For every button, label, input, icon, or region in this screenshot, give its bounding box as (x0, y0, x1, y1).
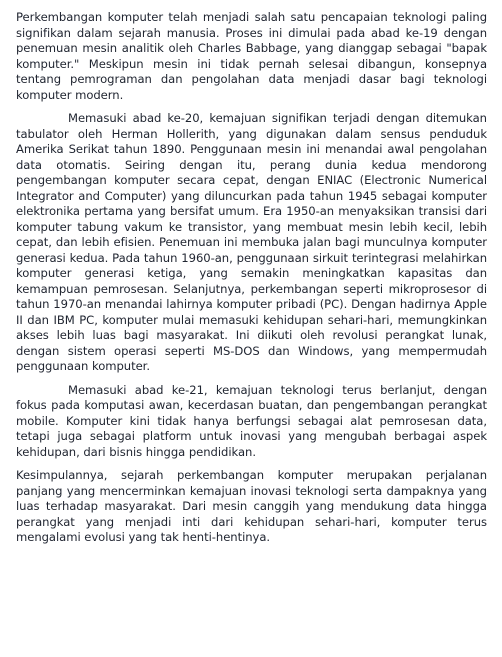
paragraph-20th-century: Memasuki abad ke-20, kemajuan signifikan terjadi dengan ditemukan tabulator oleh Herman Hollerith, yang digunakan dalam sensus penduduk Amerika Serikat tahun 1890. Penggunaan mesin ini menandai awal pengolahan data otomatis. Seiring dengan itu, perang dunia kedua mendorong pengembangan komputer secara cepat, dengan ENIAC (Electronic Numerical Integrator and Computer) yang diluncurkan pada tahun 1945 sebagai komputer elektronika pertama yang bersifat umum. Era 1950-an menyaksikan transisi dari komputer tabung vakum ke transistor, yang membuat mesin lebih kecil, lebih cepat, dan lebih efisien. Penemuan ini membuka jalan bagi munculnya komputer generasi kedua. Pada tahun 1960-an, penggunaan sirkuit terintegrasi melahirkan komputer generasi ketiga, yang semakin meningkatkan kapasitas dan kemampuan pemrosesan. Selanjutnya, perkembangan seperti mikroprosesor di tahun 1970-an menandai lahirnya komputer pribadi (PC). Dengan hadirnya Apple II dan IBM PC, komputer mulai memasuki kehidupan sehari-hari, memungkinkan akses lebih luas bagi masyarakat. Ini diikuti oleh revolusi perangkat lunak, dengan sistem operasi seperti MS-DOS dan Windows, yang mempermudah penggunaan komputer. (16, 111, 487, 373)
paragraph-21st-century: Memasuki abad ke-21, kemajuan teknologi terus berlanjut, dengan fokus pada komputasi awan, kecerdasan buatan, dan pengembangan perangkat mobile. Komputer kini tidak hanya berfungsi sebagai alat pemrosesan data, tetapi juga sebagai platform untuk inovasi yang mengubah berbagai aspek kehidupan, dari bisnis hingga pendidikan. (16, 382, 487, 459)
paragraph-conclusion: Kesimpulannya, sejarah perkembangan komputer merupakan perjalanan panjang yang mencerminkan kemajuan inovasi teknologi serta dampaknya yang luas terhadap masyarakat. Dari mesin canggih yang mendukung data hingga perangkat yang menjadi inti dari kehidupan sehari-hari, komputer terus mengalami evolusi yang tak henti-hentinya. (16, 468, 487, 544)
paragraph-intro: Perkembangan komputer telah menjadi salah satu pencapaian teknologi paling signifikan dalam sejarah manusia. Proses ini dimulai pada abad ke-19 dengan penemuan mesin analitik oleh Charles Babbage, yang dianggap sebagai "bapak komputer." Meskipun mesin ini tidak pernah selesai dibangun, konsepnya tentang pemrograman dan pengolahan data menjadi dasar bagi teknologi komputer modern. (16, 10, 487, 102)
